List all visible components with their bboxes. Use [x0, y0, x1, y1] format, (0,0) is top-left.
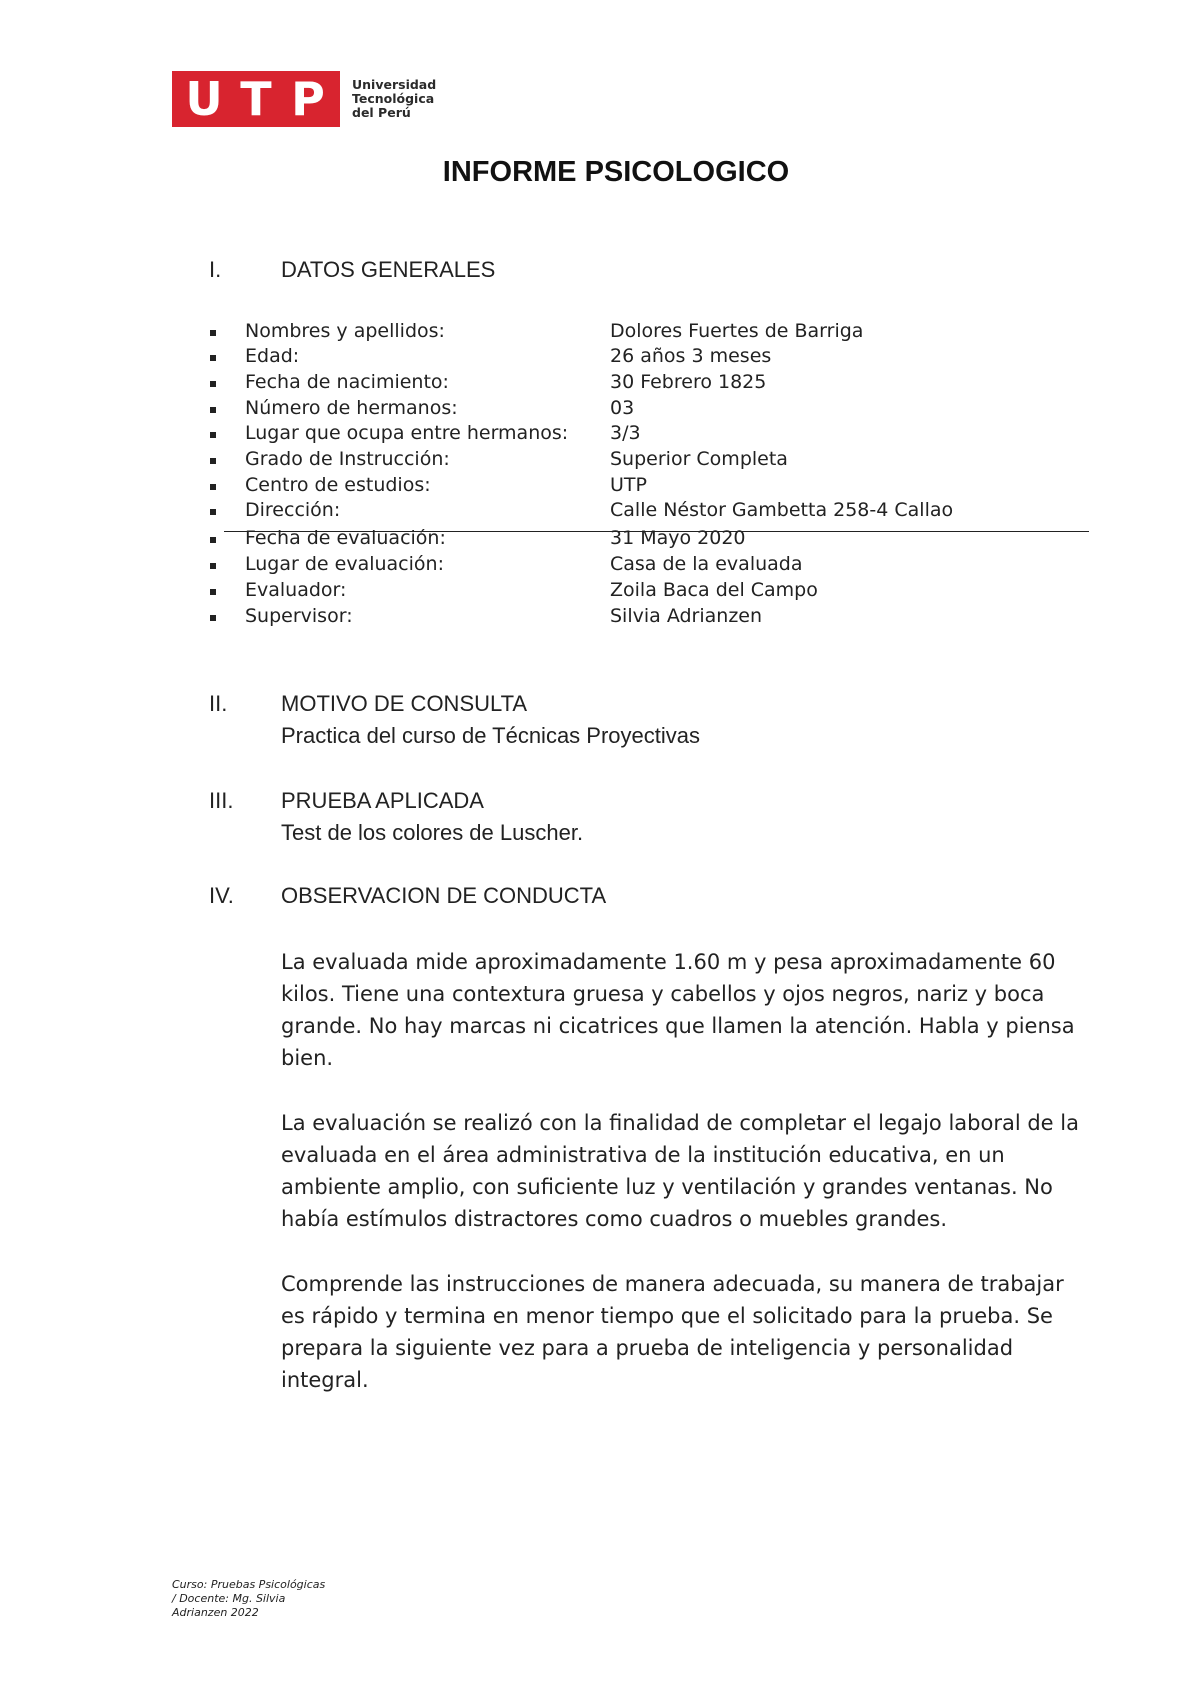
divider-line — [224, 531, 1089, 532]
list-item — [209, 320, 1089, 346]
footer-line-1: Curso: Pruebas Psicológicas — [172, 1578, 326, 1591]
paragraph-2: La evaluación se realizó con la finalidad de completar el legajo laboral de la evaluada en el área administrativa de la institución educativa, en un ambiente amplio, con suficiente luz y ventilación y grandes ventanas. No había estímulos distractores como cuadros o muebles grandes. — [281, 1111, 1079, 1231]
field-value: Dolores Fuertes de Barriga — [610, 320, 864, 342]
bullet-icon — [210, 563, 216, 569]
paragraph-1: La evaluada mide aproximadamente 1.60 m y pesa aproximadamente 60 kilos. Tiene una contextura gruesa y cabellos y ojos negros, nariz y boca grande. No hay marcas ni cicatrices que llamen la atención. Habla y piensa bien. — [281, 950, 1075, 1070]
bullet-icon — [210, 458, 216, 464]
section-heading: MOTIVO DE CONSULTA — [281, 691, 528, 716]
page-footer — [172, 1578, 342, 1620]
field-label: Fecha de evaluación: — [245, 527, 446, 549]
document-title: INFORME PSICOLOGICO — [442, 156, 790, 188]
field-value: Silvia Adrianzen — [610, 605, 763, 627]
section-text: Test de los colores de Luscher. — [281, 820, 584, 845]
list-item — [209, 448, 1089, 474]
logo-line-1: Universidad — [352, 77, 437, 92]
bullet-icon — [210, 484, 216, 490]
bullet-icon — [210, 537, 216, 543]
bullet-icon — [210, 509, 216, 515]
field-value: Calle Néstor Gambetta 258-4 Callao — [610, 499, 954, 521]
field-value: 26 años 3 meses — [610, 345, 772, 367]
logo-letter-u: U — [185, 72, 223, 126]
field-label: Lugar de evaluación: — [245, 553, 444, 575]
bullet-icon — [210, 407, 216, 413]
logo-letter-p: P — [291, 72, 325, 126]
logo-mark — [172, 71, 340, 127]
field-label: Fecha de nacimiento: — [245, 371, 449, 393]
list-item — [209, 345, 1089, 371]
section-number: II. — [209, 691, 228, 716]
logo-line-3: del Perú — [352, 105, 411, 120]
field-label: Lugar que ocupa entre hermanos: — [245, 422, 569, 444]
list-item — [209, 553, 1089, 579]
field-value: 31 Mayo 2020 — [610, 527, 746, 549]
bullet-icon — [210, 355, 216, 361]
field-value: Zoila Baca del Campo — [610, 579, 818, 601]
footer-line-3: Adrianzen 2022 — [172, 1606, 259, 1619]
field-label: Evaluador: — [245, 579, 347, 601]
bullet-icon — [210, 330, 216, 336]
list-item — [209, 397, 1089, 423]
field-value: 3/3 — [610, 422, 641, 444]
list-item — [209, 371, 1089, 397]
list-item — [209, 422, 1089, 448]
bullet-icon — [210, 589, 216, 595]
field-value: 03 — [610, 397, 635, 419]
list-item — [209, 499, 1089, 525]
logo-line-2: Tecnológica — [352, 91, 435, 106]
field-label: Supervisor: — [245, 605, 353, 627]
bullet-icon — [210, 615, 216, 621]
section-number: IV. — [209, 883, 234, 908]
list-item — [209, 474, 1089, 500]
logo-wordmark — [352, 78, 436, 120]
field-label: Centro de estudios: — [245, 474, 431, 496]
field-label: Número de hermanos: — [245, 397, 458, 419]
utp-logo — [172, 71, 436, 127]
section-number: III. — [209, 788, 234, 813]
logo-letter-t: T — [240, 72, 272, 126]
list-item — [209, 605, 1089, 631]
field-value: UTP — [610, 474, 647, 496]
field-value: Superior Completa — [610, 448, 788, 470]
list-item — [209, 579, 1089, 605]
bullet-icon — [210, 432, 216, 438]
paragraph-3: Comprende las instrucciones de manera adecuada, su manera de trabajar es rápido y termina en menor tiempo que el solicitado para la prueba. Se prepara la siguiente vez para a prueba de inteligencia y personalidad integral. — [281, 1272, 1064, 1392]
field-value: Casa de la evaluada — [610, 553, 803, 575]
field-value: 30 Febrero 1825 — [610, 371, 767, 393]
field-label: Nombres y apellidos: — [245, 320, 445, 342]
bullet-icon — [210, 381, 216, 387]
section-heading: DATOS GENERALES — [281, 257, 496, 282]
section-heading: OBSERVACION DE CONDUCTA — [281, 883, 607, 908]
section-heading: PRUEBA APLICADA — [281, 788, 484, 813]
section-number: I. — [209, 257, 222, 282]
field-label: Dirección: — [245, 499, 341, 521]
section-text: Practica del curso de Técnicas Proyectivas — [281, 723, 700, 748]
field-label: Edad: — [245, 345, 300, 367]
field-label: Grado de Instrucción: — [245, 448, 450, 470]
footer-line-2: / Docente: Mg. Silvia — [172, 1592, 286, 1605]
